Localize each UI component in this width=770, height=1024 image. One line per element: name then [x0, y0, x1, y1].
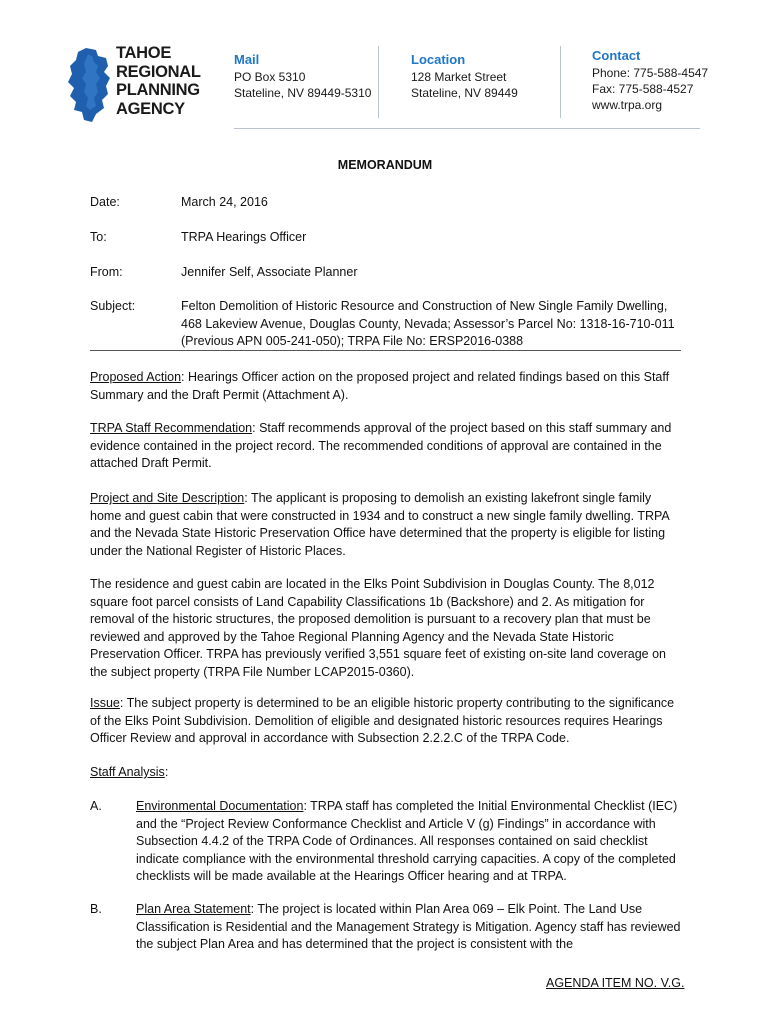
proposed-action-paragraph: [90, 369, 682, 404]
item-b-text: : The project is located within Plan Area 069 – Elk Point. The Land Use Classification is Residential and the Management Strategy is Mitigation. Agency staff has reviewed the subject Plan Area and has determined that the project is consistent with the: [136, 902, 681, 951]
subject-rule: [90, 350, 681, 351]
org-name-line1: TAHOE: [116, 44, 172, 62]
recommendation-text: : Staff recommends approval of the project based on this staff summary and evidence contained in the project record. The recommended conditions of approval are contained in the attached Draft Permit.: [90, 421, 672, 470]
org-name-line4: AGENCY: [116, 99, 185, 118]
location-line2: Stateline, NV 89449: [411, 86, 518, 100]
proposed-action-text: : Hearings Officer action on the proposed project and related findings based on this Staff Summary and the Draft Permit (Attachment A).: [90, 370, 670, 402]
header-divider: [378, 46, 379, 118]
mail-block: [234, 52, 371, 101]
header-rule: [234, 128, 700, 129]
subject-value: Felton Demolition of Historic Resource and Construction of New Single Family Dwelling, 468 Lakeview Avenue, Douglas County, Nevada; Assessor’s Parcel No: 1318-16-710-011 (Previous APN 005-241-050); TRPA File No: ERSP2016-0388: [181, 299, 675, 348]
item-b-paragraph: [136, 901, 682, 954]
trpa-logo: [66, 44, 201, 122]
contact-phone: Phone: 775-588-4547: [592, 66, 709, 80]
agenda-item-footer: AGENDA ITEM NO. V.G.: [546, 976, 685, 990]
org-name-line2: REGIONAL: [116, 62, 201, 81]
date-label: Date:: [90, 195, 120, 209]
item-a-heading: Environmental Documentation: [136, 799, 304, 813]
mail-heading: Mail: [234, 52, 260, 67]
header-divider: [560, 46, 561, 118]
contact-heading: Contact: [592, 48, 641, 63]
memo-title: MEMORANDUM: [337, 158, 433, 172]
from-value: Jennifer Self, Associate Planner: [181, 265, 358, 279]
item-a-letter: A.: [90, 799, 102, 813]
from-label: From:: [90, 265, 123, 279]
description-heading: Project and Site Description: [90, 491, 245, 505]
recommendation-heading: TRPA Staff Recommendation: [90, 421, 253, 435]
date-value: March 24, 2016: [181, 195, 268, 209]
contact-block: [592, 48, 708, 113]
location-heading: Location: [411, 52, 466, 67]
issue-heading: Issue: [90, 696, 120, 710]
staff-analysis-colon: :: [164, 765, 169, 779]
item-a-paragraph: [136, 798, 682, 886]
item-b-heading: Plan Area Statement: [136, 902, 251, 916]
to-value: TRPA Hearings Officer: [181, 230, 307, 244]
item-a-text: : TRPA staff has completed the Initial Environmental Checklist (IEC) and the “Project Review Conformance Checklist and Article V (g) Findings” in accordance with Subsection 4.4.2 of the TRPA Code of Ordinances. All responses contained on said checklist indicate compliance with the environmental threshold carrying capacities. A copy of the completed checklists will be made available at the Hearings Officer hearing and at TRPA.: [136, 799, 678, 883]
issue-text: : The subject property is determined to be an eligible historic property contributing to the significance of the Elks Point Subdivision. Demolition of eligible and designated historic resources requires Hearings Officer Review and approval in accordance with Subsection 2.2.2.C of the TRPA Code.: [90, 696, 675, 745]
contact-website-link[interactable]: www.trpa.org: [592, 98, 663, 112]
subject-label: Subject:: [90, 299, 136, 313]
proposed-action-heading: Proposed Action: [90, 370, 182, 384]
mail-line2: Stateline, NV 89449-5310: [234, 86, 372, 100]
description-paragraph: [90, 490, 682, 560]
staff-analysis-heading-row: [90, 764, 682, 782]
org-name: [116, 44, 201, 118]
item-b-letter: B.: [90, 902, 102, 916]
recommendation-paragraph: [90, 420, 682, 473]
contact-fax: Fax: 775-588-4527: [592, 82, 694, 96]
to-label: To:: [90, 230, 107, 244]
mail-line1: PO Box 5310: [234, 70, 306, 84]
issue-paragraph: [90, 695, 682, 748]
residence-paragraph: [90, 576, 682, 681]
org-name-line3: PLANNING: [116, 81, 200, 99]
lake-tahoe-logo-icon: [66, 48, 112, 122]
description-text: : The applicant is proposing to demolish an existing lakefront single family home and guest cabin that were constructed in 1934 and to construct a new single family dwelling. TRPA and the Nevada State Historic Preservation Office have determined that the property is eligible for listing under the National Register of Historic Places.: [90, 491, 670, 558]
staff-analysis-heading: Staff Analysis: [90, 765, 165, 779]
location-block: [411, 52, 518, 101]
residence-text: The residence and guest cabin are located in the Elks Point Subdivision in Douglas County. The 8,012 square foot parcel consists of Land Capability Classifications 1b (Backshore) and 2. As mitigation for removal of the historic structures, the proposed demolition is pursuant to a recovery plan that must be reviewed and approved by the Tahoe Regional Planning Agency and the Nevada State Historic Preservation Officer. TRPA has previously verified 3,551 square feet of existing on-site land coverage on the subject property (TRPA File Number LCAP2015-0360).: [90, 577, 667, 679]
location-line1: 128 Market Street: [411, 70, 507, 84]
